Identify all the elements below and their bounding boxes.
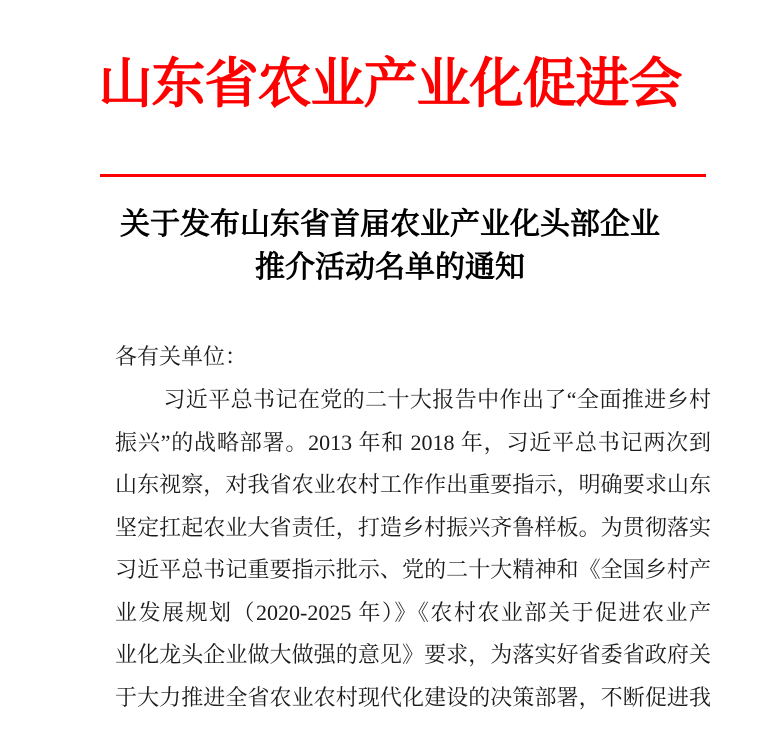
body-line: 坚定扛起农业大省责任，打造乡村振兴齐鲁样板。为贯彻落实 [115, 514, 711, 540]
letterhead-org-title: 山东省农业产业化促进会 [98, 54, 682, 114]
body-line: 于大力推进全省农业农村现代化建设的决策部署，不断促进我 [115, 684, 711, 710]
body-line: 业发展规划（2020-2025 年）》《农村农业部关于促进农业产 [115, 599, 711, 625]
notice-body-paragraph [115, 379, 711, 719]
body-line: 振兴”的战略部署。2013 年和 2018 年，习近平总书记两次到 [115, 429, 711, 455]
body-line: 山东视察，对我省农业农村工作作出重要指示，明确要求山东 [115, 472, 711, 497]
salutation: 各有关单位： [115, 344, 248, 369]
body-line: 业化龙头企业做大做强的意见》要求，为落实好省委省政府关 [115, 642, 711, 667]
body-line: 习近平总书记重要指示批示、党的二十大精神和《全国乡村产 [115, 557, 711, 582]
body-line: 习近平总书记在党的二十大报告中作出了“全面推进乡村 [163, 387, 711, 412]
notice-title-line-2: 推介活动名单的通知 [255, 251, 525, 284]
letterhead-divider-rule [100, 174, 706, 177]
notice-title-line-1: 关于发布山东省首届农业产业化头部企业 [120, 208, 660, 241]
notice-title [0, 203, 780, 289]
